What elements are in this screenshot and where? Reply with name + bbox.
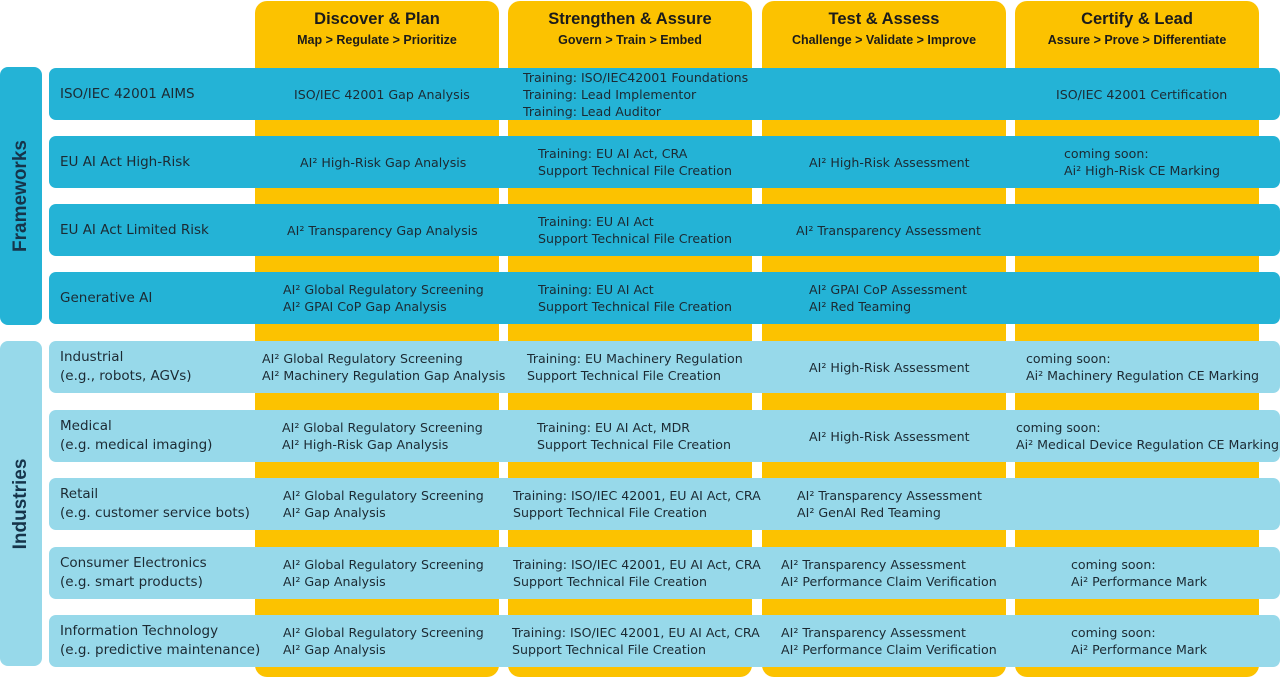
column-title: Strengthen & Assure bbox=[548, 10, 712, 28]
column-title: Certify & Lead bbox=[1081, 10, 1193, 28]
cell-test-assess bbox=[796, 204, 981, 256]
service-item: AI² Transparency Assessment bbox=[796, 222, 981, 238]
cell-discover-plan bbox=[283, 478, 484, 530]
service-item: AI² Gap Analysis bbox=[283, 574, 386, 589]
cell-certify-lead bbox=[1064, 136, 1220, 188]
cell-strengthen-assure bbox=[527, 341, 743, 393]
cell-discover-plan bbox=[262, 341, 505, 393]
matrix-row bbox=[49, 68, 1280, 120]
service-item: ISO/IEC 42001 Certification bbox=[1056, 86, 1228, 102]
cell-test-assess bbox=[781, 547, 997, 599]
service-item: Support Technical File Creation bbox=[538, 163, 732, 178]
service-item: AI² Gap Analysis bbox=[283, 505, 386, 520]
service-item: AI² Red Teaming bbox=[809, 299, 912, 314]
service-item: AI² Global Regulatory Screening bbox=[283, 625, 484, 640]
cell-discover-plan bbox=[294, 68, 470, 120]
frameworks-group-label: Frameworks bbox=[10, 140, 31, 252]
row-label bbox=[60, 204, 209, 256]
row-label bbox=[60, 68, 195, 120]
service-item: Training: Lead Auditor bbox=[523, 103, 662, 119]
service-item: Training: ISO/IEC 42001, EU AI Act, CRA bbox=[513, 488, 761, 503]
matrix-row bbox=[49, 478, 1280, 530]
industries-group-label: Industries bbox=[10, 458, 31, 549]
service-item: Ai² Medical Device Regulation CE Marking bbox=[1016, 437, 1280, 452]
service-item: AI² GenAI Red Teaming bbox=[797, 505, 941, 520]
matrix-row bbox=[49, 410, 1280, 462]
service-item: coming soon: bbox=[1071, 557, 1156, 572]
service-item: Training: EU AI Act, MDR bbox=[537, 420, 691, 435]
row-title: Consumer Electronics bbox=[60, 555, 207, 571]
matrix-row bbox=[49, 136, 1280, 188]
matrix-row bbox=[49, 272, 1280, 324]
service-item: Training: EU AI Act bbox=[538, 282, 654, 297]
cell-certify-lead bbox=[1071, 547, 1207, 599]
row-label bbox=[60, 272, 152, 324]
column-header-discover-plan bbox=[255, 8, 499, 50]
service-item: Support Technical File Creation bbox=[538, 299, 732, 314]
cell-test-assess bbox=[797, 478, 982, 530]
service-item: AI² High-Risk Gap Analysis bbox=[300, 154, 467, 170]
service-item: coming soon: bbox=[1071, 625, 1156, 640]
service-item: Support Technical File Creation bbox=[538, 231, 732, 246]
cell-strengthen-assure bbox=[538, 204, 732, 256]
service-item: AI² High-Risk Assessment bbox=[809, 154, 970, 170]
service-item: AI² Transparency Assessment bbox=[781, 557, 966, 572]
matrix-row bbox=[49, 341, 1280, 393]
service-item: Ai² Performance Mark bbox=[1071, 642, 1208, 657]
column-title: Test & Assess bbox=[828, 10, 940, 28]
column-subtitle: Govern > Train > Embed bbox=[558, 33, 702, 47]
service-item: AI² Global Regulatory Screening bbox=[283, 282, 484, 297]
service-item: AI² Global Regulatory Screening bbox=[283, 488, 484, 503]
column-title: Discover & Plan bbox=[314, 10, 440, 28]
cell-strengthen-assure bbox=[523, 68, 748, 120]
service-item: Ai² Machinery Regulation CE Marking bbox=[1026, 368, 1260, 383]
row-title: Medical bbox=[60, 418, 112, 434]
cell-strengthen-assure bbox=[513, 547, 761, 599]
service-item: Support Technical File Creation bbox=[513, 574, 707, 589]
cell-test-assess bbox=[809, 410, 970, 462]
row-title: Retail bbox=[60, 486, 99, 502]
service-item: Training: ISO/IEC 42001, EU AI Act, CRA bbox=[513, 557, 761, 572]
column-subtitle: Challenge > Validate > Improve bbox=[791, 33, 977, 47]
cell-strengthen-assure bbox=[538, 136, 732, 188]
matrix-row bbox=[49, 615, 1280, 667]
column-subtitle: Map > Regulate > Prioritize bbox=[297, 33, 457, 47]
cell-test-assess bbox=[809, 136, 970, 188]
service-item: Ai² High-Risk CE Marking bbox=[1064, 163, 1221, 178]
service-item: AI² High-Risk Gap Analysis bbox=[282, 437, 449, 452]
service-item: ISO/IEC 42001 Gap Analysis bbox=[294, 86, 470, 102]
service-item: AI² Global Regulatory Screening bbox=[262, 351, 463, 366]
service-item: Training: Lead Implementor bbox=[523, 86, 697, 102]
frameworks-group bbox=[0, 67, 42, 325]
row-label bbox=[60, 615, 260, 667]
row-example: (e.g. medical imaging) bbox=[60, 437, 213, 453]
cell-discover-plan bbox=[283, 547, 484, 599]
row-title: Information Technology bbox=[60, 623, 219, 639]
column-header-certify-lead bbox=[1015, 8, 1259, 50]
service-item: AI² Gap Analysis bbox=[283, 642, 386, 657]
row-label bbox=[60, 136, 190, 188]
service-item: Training: EU AI Act bbox=[538, 214, 654, 229]
service-item: AI² GPAI CoP Assessment bbox=[809, 282, 967, 297]
row-label bbox=[60, 341, 192, 393]
service-item: coming soon: bbox=[1064, 146, 1149, 161]
cell-discover-plan bbox=[300, 136, 466, 188]
row-title: Generative AI bbox=[60, 289, 153, 306]
cell-test-assess bbox=[781, 615, 997, 667]
service-item: coming soon: bbox=[1016, 420, 1101, 435]
row-example: (e.g. customer service bots) bbox=[60, 505, 250, 521]
matrix-row bbox=[49, 204, 1280, 256]
cell-strengthen-assure bbox=[512, 615, 760, 667]
row-title: Industrial bbox=[60, 349, 124, 365]
cell-strengthen-assure bbox=[538, 272, 732, 324]
service-item: Ai² Performance Mark bbox=[1071, 574, 1208, 589]
service-item: Support Technical File Creation bbox=[527, 368, 721, 383]
row-example: (e.g. predictive maintenance) bbox=[60, 642, 261, 658]
column-header-test-assess bbox=[762, 8, 1006, 50]
service-item: AI² Transparency Assessment bbox=[797, 488, 982, 503]
cell-discover-plan bbox=[283, 272, 484, 324]
service-item: Training: ISO/IEC42001 Foundations bbox=[523, 69, 749, 85]
cell-discover-plan bbox=[282, 410, 483, 462]
row-title: EU AI Act High-Risk bbox=[60, 153, 191, 170]
column-subtitle: Assure > Prove > Differentiate bbox=[1047, 33, 1227, 47]
service-item: AI² Transparency Assessment bbox=[781, 625, 966, 640]
cell-test-assess bbox=[809, 272, 967, 324]
service-item: Support Technical File Creation bbox=[537, 437, 731, 452]
row-label bbox=[60, 410, 212, 462]
cell-discover-plan bbox=[283, 615, 484, 667]
matrix-row bbox=[49, 547, 1280, 599]
service-item: AI² Global Regulatory Screening bbox=[283, 557, 484, 572]
service-item: Support Technical File Creation bbox=[512, 642, 706, 657]
service-item: Training: ISO/IEC 42001, EU AI Act, CRA bbox=[512, 625, 760, 640]
industries-group bbox=[0, 341, 42, 666]
service-item: Training: EU AI Act, CRA bbox=[538, 146, 688, 161]
service-item: AI² Performance Claim Verification bbox=[781, 642, 997, 657]
service-item: AI² High-Risk Assessment bbox=[809, 428, 970, 444]
service-item: AI² Transparency Gap Analysis bbox=[287, 222, 478, 238]
service-item: AI² GPAI CoP Gap Analysis bbox=[283, 299, 447, 314]
row-label bbox=[60, 478, 250, 530]
service-item: coming soon: bbox=[1026, 351, 1111, 366]
cell-strengthen-assure bbox=[513, 478, 761, 530]
cell-certify-lead bbox=[1071, 615, 1207, 667]
service-item: AI² Machinery Regulation Gap Analysis bbox=[262, 368, 506, 383]
service-item: Training: EU Machinery Regulation bbox=[527, 351, 743, 366]
column-header-strengthen-assure bbox=[508, 8, 752, 50]
cell-strengthen-assure bbox=[537, 410, 731, 462]
row-example: (e.g. smart products) bbox=[60, 574, 203, 590]
cell-discover-plan bbox=[287, 204, 478, 256]
cell-certify-lead bbox=[1016, 410, 1279, 462]
row-title: ISO/IEC 42001 AIMS bbox=[60, 85, 195, 102]
service-item: AI² High-Risk Assessment bbox=[809, 359, 970, 375]
row-title: EU AI Act Limited Risk bbox=[60, 221, 209, 238]
service-item: AI² Performance Claim Verification bbox=[781, 574, 997, 589]
cell-test-assess bbox=[809, 341, 970, 393]
service-item: Support Technical File Creation bbox=[513, 505, 707, 520]
cell-certify-lead bbox=[1026, 341, 1259, 393]
row-example: (e.g., robots, AGVs) bbox=[60, 368, 192, 384]
cell-certify-lead bbox=[1056, 68, 1227, 120]
service-item: AI² Global Regulatory Screening bbox=[282, 420, 483, 435]
row-label bbox=[60, 547, 207, 599]
